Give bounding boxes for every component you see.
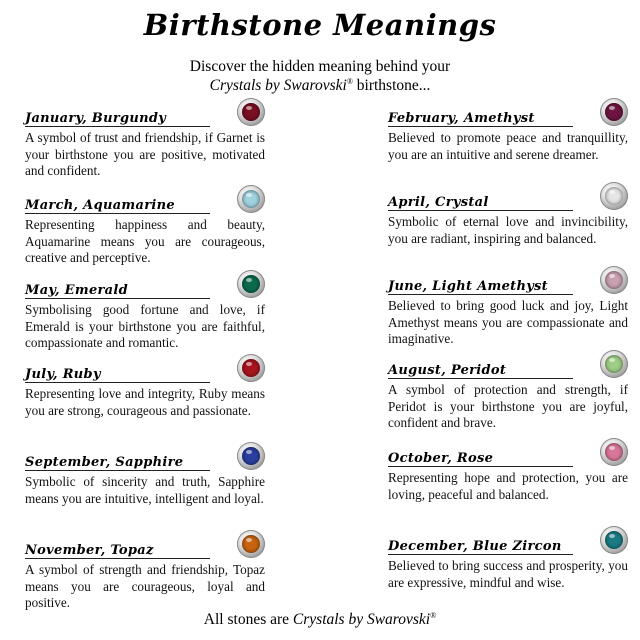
entry-header: [388, 98, 628, 128]
month-label: June, Light Amethyst: [388, 279, 548, 294]
birthstone-entry-october: [388, 438, 628, 503]
birthstone-entry-july: [25, 354, 265, 419]
gem-icon: [237, 98, 265, 126]
stone-description: Believed to bring success and prosperity, you are expressive, mindful and wise.: [388, 558, 628, 590]
gem-icon: [237, 442, 265, 470]
birthstone-entry-june: [388, 266, 628, 348]
stone-description: Symbolic of eternal love and invincibility, you are radiant, inspiring and balanced.: [388, 214, 628, 246]
gem-icon: [600, 266, 628, 294]
month-label: May, Emerald: [25, 283, 129, 298]
entry-header: [25, 530, 265, 560]
month-label: August, Peridot: [388, 363, 507, 378]
intro-registered-mark: ®: [346, 76, 353, 86]
gem-icon: [237, 270, 265, 298]
birthstone-entry-august: [388, 350, 628, 432]
entry-header: [25, 98, 265, 128]
month-underline: [388, 294, 573, 295]
stone-description: Symbolic of sincerity and truth, Sapphire means you are intuitive, intelligent and loyal.: [25, 474, 265, 506]
month-label: February, Amethyst: [388, 111, 535, 126]
birthstone-entry-december: [388, 526, 628, 591]
stone-description: A symbol of strength and friendship, Topaz means you are courageous, loyal and positive.: [25, 562, 265, 610]
entry-header: [388, 266, 628, 296]
month-underline: [388, 466, 573, 467]
month-label: September, Sapphire: [25, 455, 184, 470]
month-label: November, Topaz: [25, 543, 154, 558]
entry-header: [25, 354, 265, 384]
month-underline: [25, 298, 210, 299]
entry-header: [388, 182, 628, 212]
gem-stone: [605, 443, 623, 461]
month-label: January, Burgundy: [25, 111, 167, 126]
stone-description: A symbol of protection and strength, if Peridot is your birthstone you are joyful, confident and brave.: [388, 382, 628, 430]
intro-line-2: [0, 76, 640, 95]
entry-header: [25, 185, 265, 215]
month-label: April, Crystal: [388, 195, 489, 210]
gem-stone: [242, 447, 260, 465]
birthstone-entry-may: [25, 270, 265, 352]
month-underline: [388, 210, 573, 211]
gem-icon: [600, 98, 628, 126]
entry-header: [388, 438, 628, 468]
stone-description: Representing hope and protection, you are loving, peaceful and balanced.: [388, 470, 628, 502]
intro-line-2-tail: birthstone...: [352, 77, 431, 94]
gem-stone: [242, 535, 260, 553]
month-label: March, Aquamarine: [25, 198, 175, 213]
footer-brand: Crystals by Swarovski: [292, 611, 431, 628]
intro-text: [0, 57, 640, 95]
entry-header: [25, 442, 265, 472]
gem-stone: [242, 275, 260, 293]
intro-brand: Crystals by Swarovski: [209, 77, 347, 94]
gem-stone: [605, 531, 623, 549]
stone-description: Believed to promote peace and tranquillity, you are an intuitive and serene dreamer.: [388, 130, 628, 162]
birthstone-entry-april: [388, 182, 628, 247]
gem-stone: [242, 190, 260, 208]
birthstone-entry-november: [25, 530, 265, 612]
birthstone-entry-february: [388, 98, 628, 163]
stone-description: Symbolising good fortune and love, if Emerald is your birthstone you are faithful, compassionate and romantic.: [25, 302, 265, 350]
gem-icon: [600, 182, 628, 210]
month-underline: [25, 213, 210, 214]
month-label: July, Ruby: [25, 367, 101, 382]
gem-icon: [600, 350, 628, 378]
stone-description: Believed to bring good luck and joy, Light Amethyst means you are compassionate and imaginative.: [388, 298, 628, 346]
gem-icon: [600, 526, 628, 554]
month-underline: [388, 378, 573, 379]
birthstone-entry-january: [25, 98, 265, 180]
footer-note: [0, 611, 640, 629]
gem-icon: [237, 354, 265, 382]
footer-lead: All stones are: [203, 611, 293, 628]
month-label: October, Rose: [388, 451, 494, 466]
birthstone-entry-september: [25, 442, 265, 507]
gem-icon: [237, 530, 265, 558]
gem-stone: [605, 187, 623, 205]
stone-description: Representing happiness and beauty, Aquamarine means you are courageous, creative and perceptive.: [25, 217, 265, 265]
gem-stone: [605, 271, 623, 289]
month-underline: [388, 554, 573, 555]
month-underline: [25, 126, 210, 127]
entry-header: [388, 350, 628, 380]
gem-stone: [605, 355, 623, 373]
stone-description: Representing love and integrity, Ruby means you are strong, courageous and passionate.: [25, 386, 265, 418]
month-underline: [388, 126, 573, 127]
month-label: December, Blue Zircon: [388, 539, 562, 554]
birthstone-entry-march: [25, 185, 265, 267]
entry-header: [25, 270, 265, 300]
page-title: Birthstone Meanings: [143, 8, 497, 42]
intro-line-1: Discover the hidden meaning behind your: [189, 58, 451, 75]
gem-icon: [237, 185, 265, 213]
entry-header: [388, 526, 628, 556]
footer-registered-mark: ®: [430, 610, 437, 620]
stone-description: A symbol of trust and friendship, if Garnet is your birthstone you are positive, motivated and confident.: [25, 130, 265, 178]
month-underline: [25, 558, 210, 559]
gem-stone: [605, 103, 623, 121]
gem-stone: [242, 103, 260, 121]
month-underline: [25, 470, 210, 471]
month-underline: [25, 382, 210, 383]
gem-icon: [600, 438, 628, 466]
gem-stone: [242, 359, 260, 377]
